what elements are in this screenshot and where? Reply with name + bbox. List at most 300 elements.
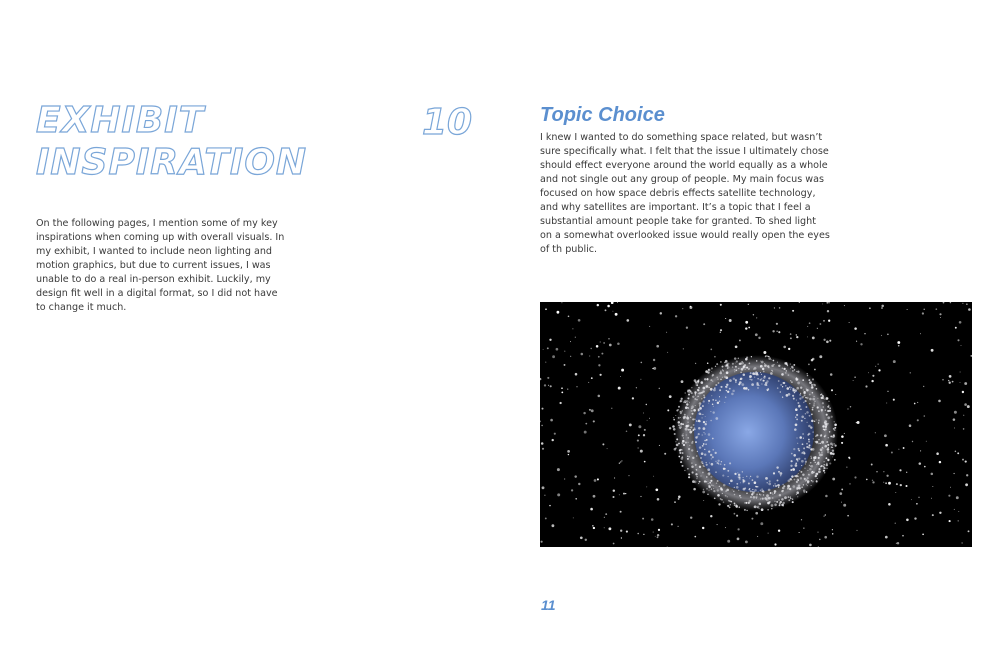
star-dot	[591, 409, 594, 412]
debris-dot	[743, 365, 745, 367]
star-dot	[885, 482, 887, 484]
star-dot	[753, 314, 754, 315]
star-dot	[931, 498, 932, 499]
star-dot	[912, 441, 913, 442]
star-dot	[931, 349, 934, 352]
debris-dot	[828, 447, 829, 448]
debris-dot	[782, 396, 783, 397]
star-dot	[857, 530, 858, 531]
debris-dot	[706, 481, 707, 482]
star-dot	[548, 385, 549, 386]
debris-dot	[704, 453, 706, 455]
debris-dot	[734, 505, 735, 506]
star-dot	[932, 486, 933, 487]
debris-dot	[784, 362, 787, 365]
star-dot	[653, 532, 654, 533]
debris-dot	[808, 439, 810, 441]
debris-dot	[803, 489, 806, 492]
debris-dot	[724, 464, 726, 466]
debris-dot	[784, 496, 787, 499]
debris-dot	[711, 485, 712, 486]
star-dot	[552, 439, 554, 441]
debris-dot	[715, 384, 717, 386]
star-dot	[612, 496, 614, 498]
star-dot	[796, 336, 798, 338]
debris-dot	[694, 418, 696, 420]
star-dot	[903, 447, 905, 449]
debris-dot	[828, 437, 829, 438]
left-page-number: 10	[422, 102, 473, 143]
star-dot	[593, 495, 596, 498]
debris-dot	[801, 396, 803, 398]
debris-dot	[699, 446, 701, 448]
debris-dot	[703, 432, 704, 433]
star-dot	[653, 359, 655, 361]
star-dot	[702, 527, 704, 529]
star-dot	[720, 329, 722, 331]
debris-dot	[791, 460, 793, 462]
star-dot	[664, 453, 666, 455]
star-dot	[956, 496, 959, 499]
debris-dot	[703, 395, 704, 396]
debris-dot	[805, 400, 807, 402]
star-dot	[948, 495, 950, 497]
star-dot	[893, 399, 895, 401]
star-dot	[924, 309, 925, 310]
debris-dot	[821, 453, 824, 456]
debris-dot	[700, 381, 703, 384]
star-dot	[570, 341, 571, 342]
debris-dot	[698, 433, 700, 435]
debris-dot	[705, 443, 707, 445]
debris-dot	[796, 419, 798, 421]
debris-dot	[807, 485, 808, 486]
star-dot	[734, 513, 736, 515]
debris-dot	[782, 382, 784, 384]
debris-dot	[722, 475, 724, 477]
star-dot	[963, 415, 964, 416]
debris-dot	[745, 387, 747, 389]
debris-dot	[795, 423, 798, 426]
debris-dot	[813, 402, 815, 404]
debris-dot	[694, 379, 697, 382]
star-dot	[655, 536, 656, 537]
debris-dot	[793, 398, 795, 400]
star-dot	[962, 459, 964, 461]
star-dot	[658, 529, 660, 531]
debris-dot	[725, 495, 727, 497]
debris-dot	[717, 462, 719, 464]
debris-dot	[751, 379, 753, 381]
debris-dot	[818, 457, 820, 459]
star-dot	[643, 434, 645, 436]
star-dot	[875, 366, 876, 367]
debris-dot	[826, 463, 827, 464]
debris-dot	[779, 504, 781, 506]
debris-dot	[790, 368, 791, 369]
debris-dot	[748, 389, 750, 391]
star-dot	[807, 336, 808, 337]
debris-dot	[722, 369, 723, 370]
debris-dot	[712, 456, 714, 458]
star-dot	[760, 522, 763, 525]
star-dot	[776, 323, 778, 325]
star-dot	[881, 335, 882, 336]
star-dot	[865, 385, 867, 387]
debris-dot	[732, 489, 733, 490]
star-dot	[677, 526, 678, 527]
debris-dot	[732, 363, 734, 365]
debris-dot	[687, 407, 688, 408]
debris-dot	[727, 505, 729, 507]
star-dot	[958, 511, 959, 512]
star-dot	[849, 322, 850, 323]
debris-dot	[729, 500, 731, 502]
debris-dot	[727, 391, 729, 393]
debris-dot	[798, 448, 800, 450]
debris-dot	[827, 410, 829, 412]
star-dot	[922, 533, 924, 535]
debris-dot	[828, 405, 829, 406]
debris-dot	[806, 411, 809, 414]
star-dot	[591, 377, 593, 379]
debris-dot	[800, 477, 802, 479]
star-dot	[950, 487, 951, 488]
star-dot	[923, 386, 924, 387]
debris-dot	[826, 464, 828, 466]
debris-dot	[749, 478, 750, 479]
star-dot	[608, 338, 610, 340]
debris-dot	[801, 465, 802, 466]
debris-dot	[817, 462, 820, 465]
left-body-paragraph: On the following pages, I mention some of my key inspirations when coming up with overall visuals. In my exhibit, I wanted to include neon lighting and motion graphics, but due to current issues, I was unable to do a real in-person exhibit. Luckily, my design fit well in a digital format, so I did not have to change it much.	[36, 218, 285, 313]
star-dot	[547, 347, 549, 349]
star-dot	[832, 478, 835, 481]
star-dot	[574, 475, 576, 477]
star-dot	[598, 395, 601, 398]
debris-dot	[825, 409, 826, 410]
star-dot	[581, 353, 584, 356]
debris-dot	[793, 448, 795, 450]
star-dot	[783, 346, 786, 349]
debris-dot	[810, 466, 811, 467]
star-dot	[872, 375, 874, 377]
debris-dot	[760, 379, 762, 381]
debris-dot	[763, 371, 765, 373]
star-dot	[854, 476, 856, 478]
debris-dot	[741, 361, 742, 362]
debris-dot	[717, 480, 719, 482]
star-dot	[924, 466, 926, 468]
debris-dot	[780, 391, 781, 392]
star-dot	[628, 475, 629, 476]
debris-dot	[714, 497, 716, 499]
debris-dot	[772, 494, 773, 495]
star-dot	[900, 484, 902, 486]
debris-dot	[704, 480, 706, 482]
star-dot	[656, 345, 659, 348]
debris-dot	[809, 398, 812, 401]
debris-dot	[808, 474, 809, 475]
debris-dot	[698, 409, 700, 411]
debris-dot	[708, 486, 710, 488]
debris-dot	[778, 365, 780, 367]
star-dot	[948, 380, 949, 381]
debris-dot	[817, 478, 818, 479]
debris-dot	[790, 465, 792, 467]
debris-dot	[740, 482, 741, 483]
star-dot	[922, 312, 924, 314]
debris-dot	[786, 370, 787, 371]
debris-dot	[777, 479, 779, 481]
debris-dot	[806, 479, 808, 481]
debris-dot	[825, 428, 827, 430]
debris-dot	[698, 387, 699, 388]
star-dot	[613, 489, 615, 491]
star-dot	[710, 515, 712, 517]
star-dot	[898, 345, 900, 347]
star-dot	[835, 394, 836, 395]
debris-dot	[801, 452, 803, 454]
debris-dot	[706, 385, 709, 388]
star-dot	[902, 535, 904, 537]
star-dot	[965, 461, 967, 463]
debris-dot	[709, 482, 711, 484]
star-dot	[737, 528, 739, 530]
debris-dot	[768, 483, 771, 486]
debris-dot	[761, 361, 764, 364]
debris-dot	[760, 490, 762, 492]
debris-dot	[740, 378, 742, 380]
debris-dot	[739, 363, 741, 365]
debris-dot	[768, 377, 770, 379]
debris-dot	[751, 383, 754, 386]
debris-dot	[690, 426, 692, 428]
star-dot	[564, 351, 565, 352]
debris-dot	[708, 433, 711, 436]
debris-dot	[816, 473, 818, 475]
star-dot	[968, 308, 971, 311]
star-dot	[825, 495, 828, 498]
debris-dot	[681, 465, 683, 467]
star-dot	[822, 303, 823, 304]
star-dot	[547, 377, 549, 379]
debris-dot	[706, 421, 707, 422]
debris-dot	[778, 380, 780, 382]
debris-dot	[797, 382, 800, 385]
star-dot	[695, 363, 696, 364]
debris-dot	[759, 503, 762, 506]
debris-dot	[699, 405, 701, 407]
star-dot	[541, 541, 543, 543]
debris-dot	[760, 498, 761, 499]
debris-dot	[788, 374, 790, 376]
debris-dot	[824, 399, 825, 400]
debris-dot	[814, 401, 815, 402]
star-dot	[607, 448, 608, 449]
star-dot	[911, 499, 912, 500]
debris-dot	[705, 416, 706, 417]
star-dot	[849, 483, 850, 484]
star-dot	[939, 512, 941, 514]
debris-dot	[833, 434, 835, 436]
star-dot	[644, 461, 646, 463]
debris-dot	[686, 400, 689, 403]
debris-dot	[781, 498, 784, 501]
debris-dot	[681, 398, 683, 400]
debris-dot	[725, 397, 726, 398]
star-dot	[832, 533, 833, 534]
star-dot	[825, 514, 826, 515]
star-dot	[550, 385, 552, 387]
debris-dot	[703, 396, 705, 398]
debris-dot	[734, 487, 735, 488]
debris-dot	[823, 406, 824, 407]
debris-dot	[820, 466, 822, 468]
debris-dot	[685, 392, 686, 393]
debris-dot	[768, 357, 771, 360]
debris-dot	[688, 476, 690, 478]
debris-dot	[796, 400, 797, 401]
debris-dot	[791, 480, 792, 481]
star-dot	[689, 306, 692, 309]
debris-dot	[802, 379, 804, 381]
debris-dot	[822, 397, 824, 399]
star-dot	[642, 518, 644, 520]
debris-dot	[702, 472, 704, 474]
debris-dot	[724, 376, 727, 379]
debris-dot	[824, 470, 825, 471]
debris-dot	[799, 436, 802, 439]
debris-dot	[696, 399, 697, 400]
debris-dot	[680, 461, 682, 463]
debris-dot	[827, 459, 829, 461]
star-dot	[834, 459, 836, 461]
star-dot	[887, 334, 889, 336]
debris-dot	[720, 370, 721, 371]
debris-dot	[699, 407, 702, 410]
debris-dot	[754, 506, 756, 508]
debris-dot	[722, 366, 724, 368]
debris-dot	[811, 485, 812, 486]
star-dot	[568, 315, 570, 317]
star-dot	[856, 341, 857, 342]
star-dot	[808, 364, 810, 366]
debris-dot	[716, 489, 718, 491]
debris-dot	[803, 389, 804, 390]
star-dot	[636, 387, 637, 388]
star-dot	[953, 473, 954, 474]
debris-dot	[818, 470, 821, 473]
debris-dot	[699, 466, 701, 468]
debris-dot	[799, 470, 800, 471]
debris-dot	[797, 496, 798, 497]
star-dot	[550, 419, 553, 422]
debris-dot	[821, 394, 822, 395]
debris-dot	[818, 468, 820, 470]
debris-dot	[822, 426, 824, 428]
debris-dot	[750, 476, 751, 477]
debris-dot	[682, 440, 685, 443]
debris-dot	[800, 387, 802, 389]
star-dot	[725, 527, 726, 528]
debris-dot	[748, 368, 750, 370]
debris-dot	[802, 473, 804, 475]
star-dot	[931, 473, 934, 476]
debris-dot	[809, 465, 810, 466]
debris-dot	[700, 457, 702, 459]
debris-dot	[760, 366, 761, 367]
star-dot	[585, 539, 587, 541]
star-dot	[841, 442, 843, 444]
debris-dot	[704, 433, 705, 434]
star-dot	[707, 362, 708, 363]
debris-dot	[772, 497, 774, 499]
debris-dot	[688, 429, 690, 431]
debris-dot	[771, 365, 774, 368]
debris-dot	[799, 397, 801, 399]
debris-dot	[756, 383, 759, 386]
debris-dot	[708, 483, 709, 484]
debris-dot	[767, 482, 768, 483]
debris-dot	[689, 431, 692, 434]
debris-dot	[756, 360, 758, 362]
debris-dot	[818, 410, 820, 412]
debris-dot	[687, 456, 688, 457]
debris-dot	[685, 442, 687, 444]
debris-dot	[679, 449, 681, 451]
debris-dot	[742, 471, 743, 472]
debris-dot	[830, 452, 833, 455]
star-dot	[939, 461, 941, 463]
star-dot	[841, 502, 842, 503]
debris-dot	[710, 388, 713, 391]
star-dot	[589, 355, 590, 356]
debris-dot	[812, 409, 813, 410]
star-dot	[936, 308, 938, 310]
star-dot	[583, 412, 585, 414]
debris-dot	[777, 485, 778, 486]
debris-dot	[712, 438, 714, 440]
debris-dot	[813, 404, 815, 406]
star-dot	[807, 326, 808, 327]
debris-dot	[727, 363, 728, 364]
debris-dot	[719, 389, 721, 391]
star-dot	[953, 418, 956, 421]
debris-dot	[686, 417, 688, 419]
star-dot	[818, 532, 819, 533]
debris-dot	[703, 421, 705, 423]
debris-dot	[729, 483, 730, 484]
debris-dot	[780, 472, 783, 475]
debris-dot	[834, 421, 835, 422]
star-dot	[541, 442, 544, 445]
star-dot	[881, 305, 884, 308]
debris-dot	[792, 498, 793, 499]
star-dot	[960, 345, 961, 346]
star-dot	[748, 304, 749, 305]
debris-dot	[712, 381, 713, 382]
debris-dot	[796, 377, 798, 379]
star-dot	[674, 501, 676, 503]
debris-dot	[680, 424, 682, 426]
debris-dot	[677, 409, 679, 411]
debris-dot	[793, 454, 796, 457]
star-dot	[617, 343, 620, 346]
star-dot	[599, 374, 601, 376]
debris-dot	[705, 423, 707, 425]
debris-dot	[695, 405, 696, 406]
